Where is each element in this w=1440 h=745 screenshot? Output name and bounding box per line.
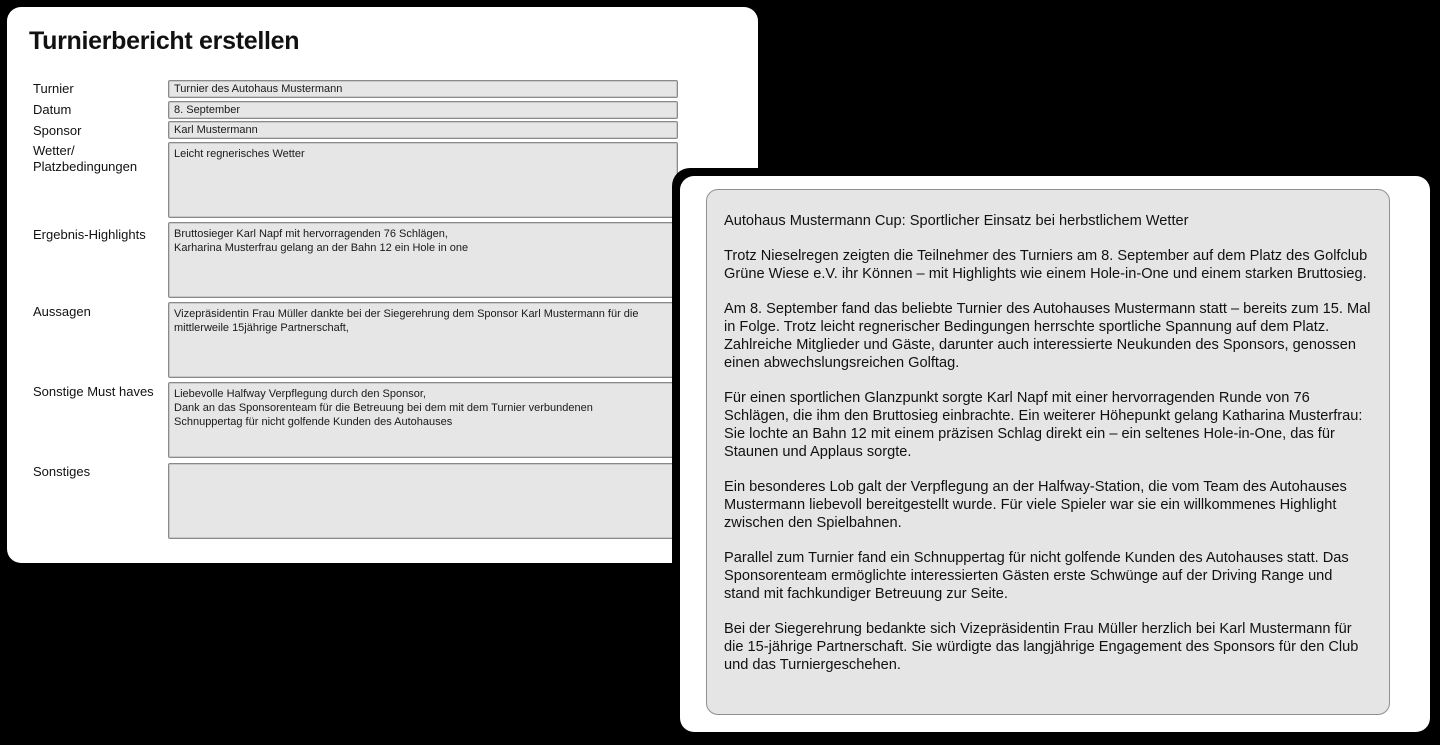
textarea-sonstiges[interactable] [168,463,678,539]
label-sonstiges: Sonstiges [33,464,91,479]
generated-report-card [672,168,1438,740]
input-turnier[interactable]: Turnier des Autohaus Mustermann [168,80,678,98]
textarea-ergebnis-highlights[interactable]: Bruttosieger Karl Napf mit hervorragenden 76 Schlägen, Karharina Musterfrau gelang an der Bahn 12 ein Hole in one [168,222,678,298]
report-paragraph-2: Am 8. September fand das beliebte Turnier des Autohauses Mustermann statt – bereits zum 15. Mal in Folge. Trotz leicht regnerischer Bedingungen herrschte sportliche Spannung auf dem Platz. Zahlreiche Mitglieder und Gäste, darunter auch interessierte Neukunden des Sponsors, genossen einen abwechslungsreichen Golftag. [724,301,1371,371]
input-datum[interactable]: 8. September [168,101,678,119]
label-aussagen: Aussagen [33,304,91,319]
report-paragraph-1: Trotz Nieselregen zeigten die Teilnehmer des Turniers am 8. September auf dem Platz des Golfclub Grüne Wiese e.V. ihr Können – mit Highlights wie einem Hole-in-One und einem starken Bruttosieg. [724,248,1368,282]
label-datum: Datum [33,102,72,117]
label-turnier: Turnier [33,81,74,96]
report-paragraph-4: Ein besonderes Lob galt der Verpflegung an der Halfway-Station, die vom Team des Autohauses Mustermann liebevoll bereitgestellt wurde. Für viele Spieler war sie ein willkommenes Highlight zwischen den Spielbahnen. [724,479,1347,531]
report-paragraph-6: Bei der Siegerehrung bedankte sich Vizepräsidentin Frau Müller herzlich bei Karl Mustermann für die 15-jährige Partnerschaft. Sie würdigte das langjährige Engagement des Sponsors für den Club und das Turniergeschehen. [724,621,1359,673]
textarea-sonstige-must-haves[interactable]: Liebevolle Halfway Verpflegung durch den Sponsor, Dank an das Sponsorenteam für die Betreuung bei dem mit dem Turnier verbundenen Schnuppertag für nicht golfende Kunden des Autohauses [168,382,678,458]
report-headline: Autohaus Mustermann Cup: Sportlicher Einsatz bei herbstlichem Wetter [724,213,1189,229]
input-sponsor[interactable]: Karl Mustermann [168,121,678,139]
label-sponsor: Sponsor [33,123,82,138]
generated-report-panel [680,176,1430,732]
generated-report-text[interactable] [706,189,1390,715]
label-ergebnis-highlights: Ergebnis-Highlights [33,227,146,242]
report-paragraph-5: Parallel zum Turnier fand ein Schnuppertag für nicht golfende Kunden des Autohauses statt. Das Sponsorenteam ermöglichte interessierten Gästen erste Schwünge auf der Driving Range und stand mit fachkundiger Betreuung zur Seite. [724,550,1349,602]
label-sonstige-must-haves: Sonstige Must haves [33,384,154,399]
textarea-aussagen[interactable]: Vizepräsidentin Frau Müller dankte bei der Siegerehrung dem Sponsor Karl Mustermann für die mittlerweile 15jährige Partnerschaft, [168,302,678,378]
report-paragraph-3: Für einen sportlichen Glanzpunkt sorgte Karl Napf mit einer hervorragenden Runde von 76 Schlägen, die ihm den Bruttosieg einbrachte. Ein weiterer Höhepunkt gelang Katharina Musterfrau: Sie lochte an Bahn 12 mit einem präzisen Schlag direkt ein – ein seltenes Hole-in-One, das für Staunen und Applaus sorgte. [724,390,1363,460]
textarea-wetter[interactable]: Leicht regnerisches Wetter [168,142,678,218]
tournament-report-form [7,7,758,563]
page-title: Turnierbericht erstellen [29,27,300,55]
label-wetter: Wetter/ Platzbedingungen [33,143,138,174]
